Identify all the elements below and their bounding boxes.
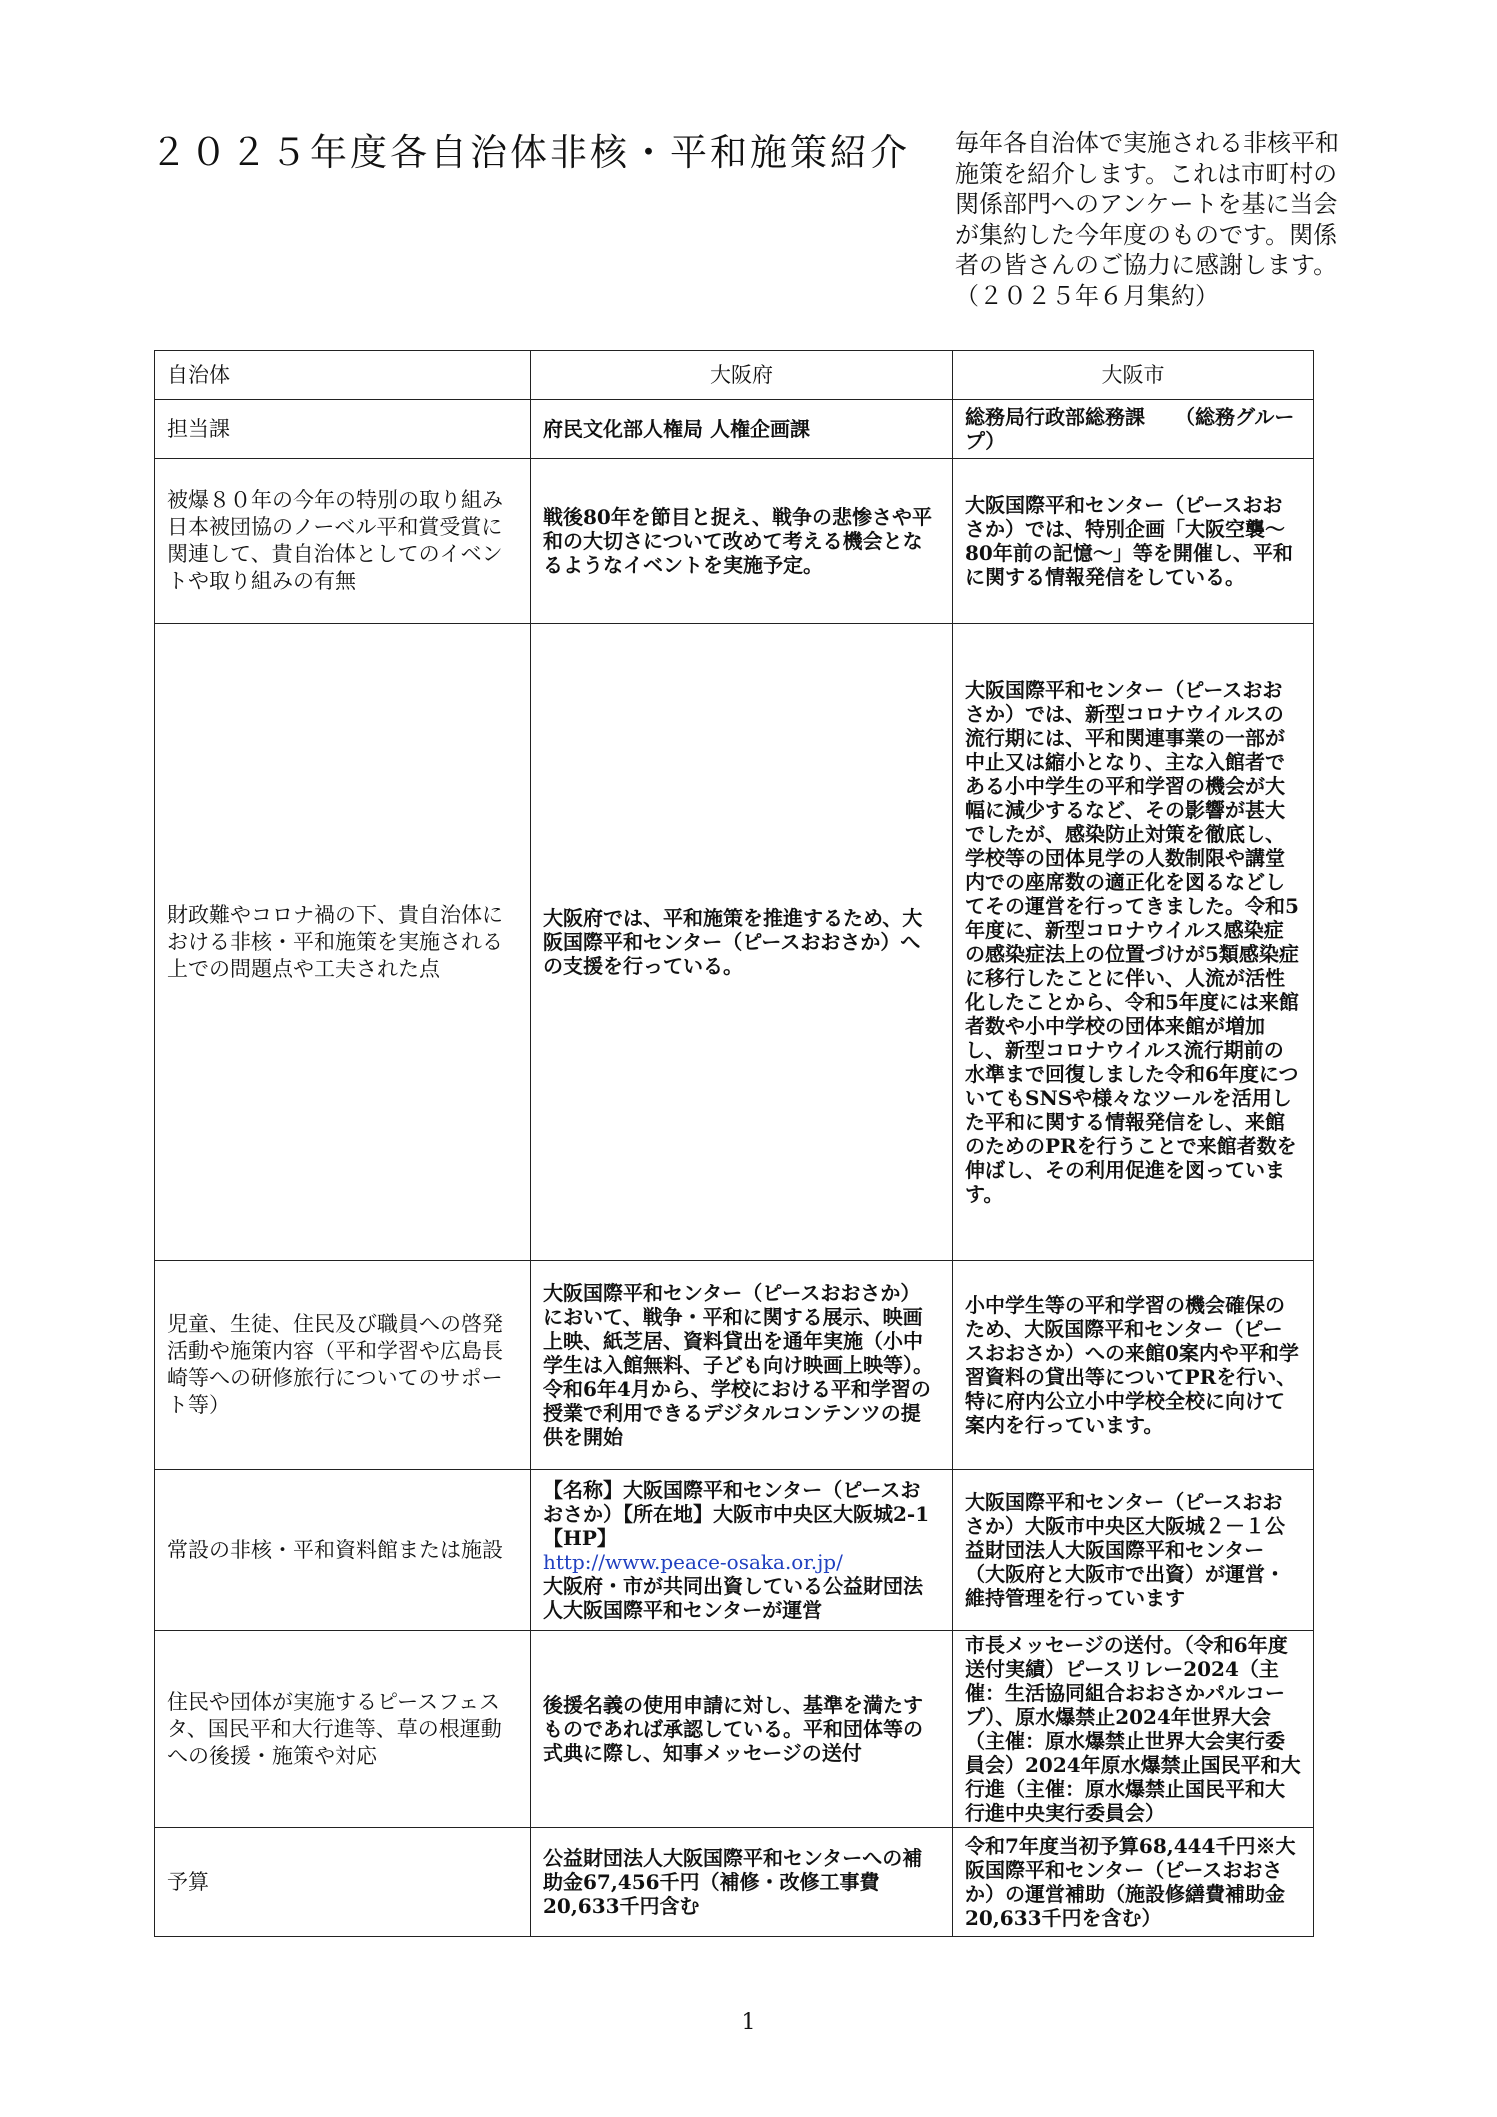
cell-osaka-pref: 府民文化部人権局 人権企画課 [531,400,953,459]
table-row [155,1828,1314,1937]
facility-link[interactable]: http://www.peace-osaka.or.jp/ [543,1550,843,1574]
header-osaka-city: 大阪市 [953,351,1314,400]
cell-osaka-pref: 大阪府では、平和施策を推進するため、大阪国際平和センター（ピースおおさか）への支援を行っている。 [531,624,953,1261]
page-title: ２０２５年度各自治体非核・平和施策紹介 [150,131,910,174]
cell-osaka-city: 大阪国際平和センター（ピースおおさか）大阪市中央区大阪城２－１公益財団法人大阪国際平和センター（大阪府と大阪市で出資）が運営・維持管理を行っています [953,1470,1314,1631]
cell-osaka-city: 総務局行政部総務課 （総務グループ） [953,400,1314,459]
table-row [155,1261,1314,1470]
table-row [155,400,1314,459]
cell-osaka-pref: 大阪国際平和センター（ピースおおさか）において、戦争・平和に関する展示、映画上映、紙芝居、資料貸出を通年実施（小中学生は入館無料、子ども向け映画上映等）。令和6年4月から、学校における平和学習の授業で利用できるデジタルコンテンツの提供を開始 [531,1261,953,1470]
cell-osaka-city: 市長メッセージの送付。（令和6年度送付実績）ピースリレー2024（主催：生活協同組合おおさかパルコープ）、原水爆禁止2024年世界大会（主催：原水爆禁止世界大会実行委員会）2024年原水爆禁止国民平和大行進（主催：原水爆禁止国民平和大行進中央実行委員会） [953,1631,1314,1828]
table-row [155,624,1314,1261]
row-label: 担当課 [155,400,531,459]
cell-osaka-pref: 後援名義の使用申請に対し、基準を満たすものであれば承認している。平和団体等の式典に際し、知事メッセージの送付 [531,1631,953,1828]
header-municipality: 自治体 [155,351,531,400]
cell-osaka-pref: 戦後80年を節目と捉え、戦争の悲惨さや平和の大切さについて改めて考える機会となるようなイベントを実施予定。 [531,459,953,624]
facility-info: 【名称】大阪国際平和センター（ピースおおさか）【所在地】大阪市中央区大阪城2-1【HP】 [543,1478,930,1550]
cell-osaka-city: 令和7年度当初予算68,444千円※大阪国際平和センター（ピースおおさか）の運営補助（施設修繕費補助金20,633千円を含む） [953,1828,1314,1937]
cell-osaka-city: 小中学生等の平和学習の機会確保のため、大阪国際平和センター（ピースおおさか）への来館0案内や平和学習資料の貸出等についてPRを行い、特に府内公立小中学校全校に向けて案内を行っています。 [953,1261,1314,1470]
facility-operator: 大阪府・市が共同出資している公益財団法人大阪国際平和センターが運営 [543,1574,923,1622]
row-label: 財政難やコロナ禍の下、貴自治体における非核・平和施策を実施される上での問題点や工夫された点 [155,624,531,1261]
row-label: 被爆８０年の今年の特別の取り組み 日本被団協のノーベル平和賞受賞に関連して、貴自治体としてのイベントや取り組みの有無 [155,459,531,624]
row-label: 常設の非核・平和資料館または施設 [155,1470,531,1631]
page-number: 1 [741,2010,756,2035]
intro-text: 毎年各自治体で実施される非核平和施策を紹介します。これは市町村の関係部門へのアンケートを基に当会が集約した今年度のものです。関係者の皆さんのご協力に感謝します。（２０２５年６月集約） [955,129,1339,310]
table-row [155,459,1314,624]
table-row [155,1631,1314,1828]
cell-osaka-pref [531,1470,953,1631]
cell-osaka-city: 大阪国際平和センター（ピースおおさか）では、特別企画「大阪空襲～80年前の記憶～」等を開催し、平和に関する情報発信をしている。 [953,459,1314,624]
cell-osaka-pref: 公益財団法人大阪国際平和センターへの補助金67,456千円（補修・改修工事費20,633千円含む [531,1828,953,1937]
policy-table [154,350,1314,1937]
header-osaka-pref: 大阪府 [531,351,953,400]
table-row [155,1470,1314,1631]
cell-osaka-city: 大阪国際平和センター（ピースおおさか）では、新型コロナウイルスの流行期には、平和関連事業の一部が中止又は縮小となり、主な入館者である小中学生の平和学習の機会が大幅に減少するなど、その影響が甚大でしたが、感染防止対策を徹底し、学校等の団体見学の人数制限や講堂内での座席数の適正化を図るなどしてその運営を行ってきました。令和5年度に、新型コロナウイルス感染症の感染症法上の位置づけが5類感染症に移行したことに伴い、人流が活性化したことから、令和5年度には来館者数や小中学校の団体来館が増加し、新型コロナウイルス流行期前の水準まで回復しました令和6年度についてもSNSや様々なツールを活用した平和に関する情報発信をし、来館のためのPRを行うことで来館者数を伸ばし、その利用促進を図っています。 [953,624,1314,1261]
row-label: 児童、生徒、住民及び職員への啓発活動や施策内容（平和学習や広島長崎等への研修旅行についてのサポート等） [155,1261,531,1470]
row-label: 住民や団体が実施するピースフェスタ、国民平和大行進等、草の根運動への後援・施策や対応 [155,1631,531,1828]
row-label: 予算 [155,1828,531,1937]
table-header-row [155,351,1314,400]
